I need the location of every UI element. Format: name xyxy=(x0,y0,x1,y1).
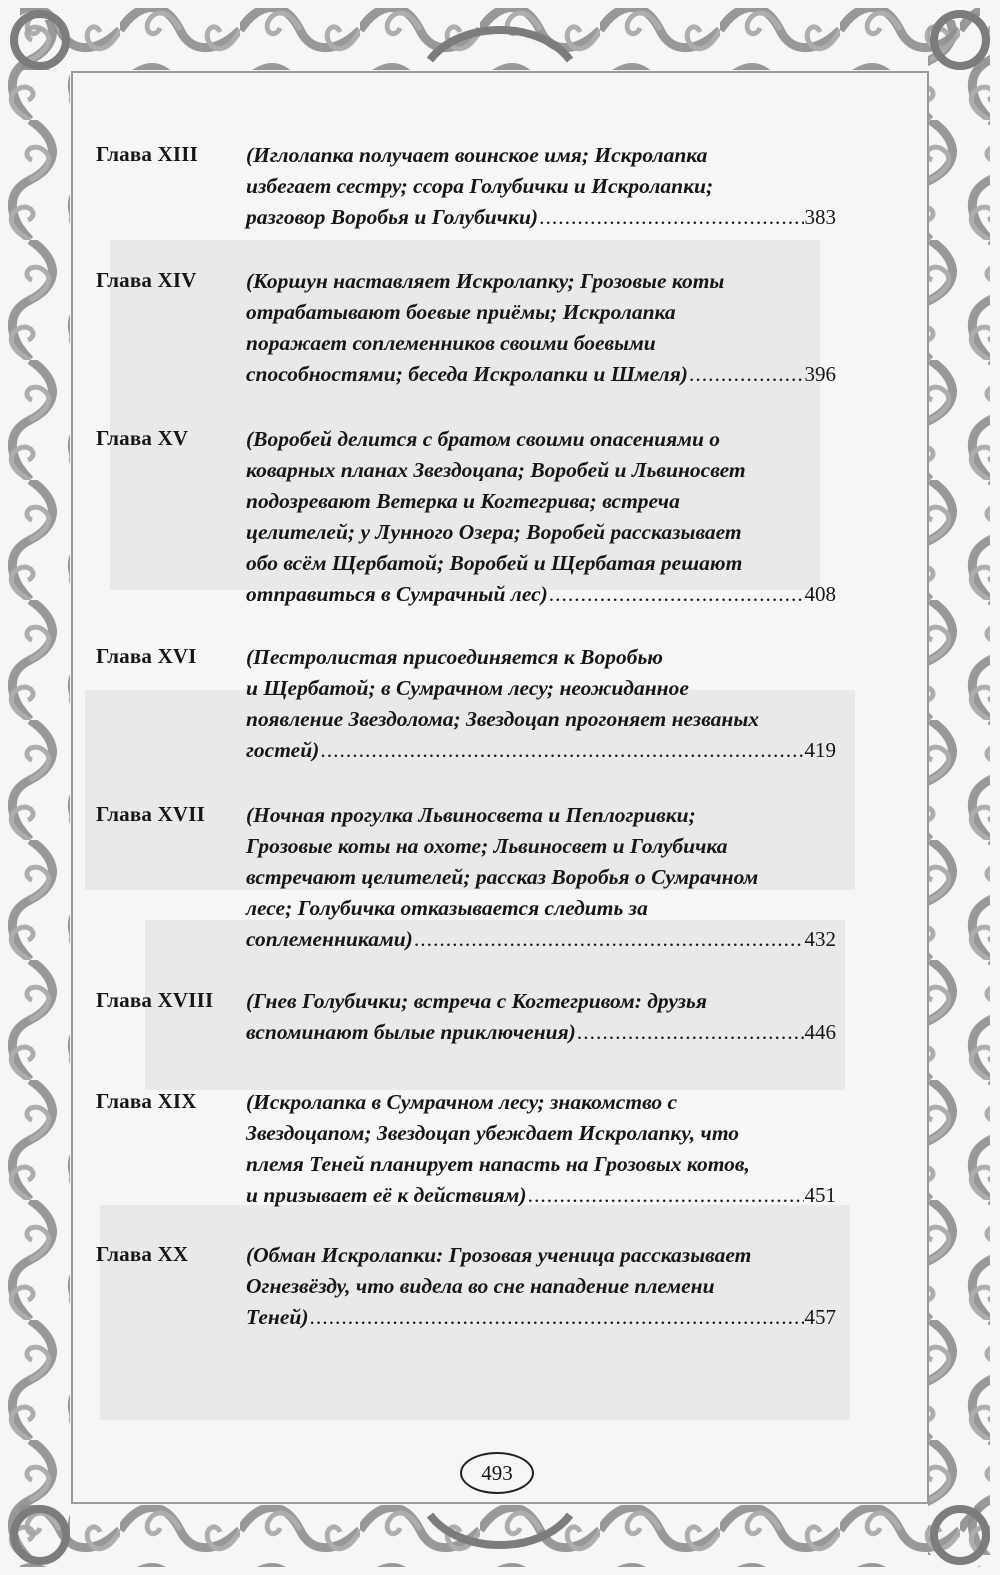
summary-line: разговор Воробья и Голубички) xyxy=(246,205,539,229)
summary-line: (Ночная прогулка Львиносвета и Пеплогривки; xyxy=(246,803,696,827)
dot-leader xyxy=(539,202,803,233)
page-reference: 383 xyxy=(804,205,836,229)
summary-line: (Гнев Голубички; встреча с Когтегривом: друзья xyxy=(246,989,707,1013)
page-reference: 446 xyxy=(804,1020,836,1044)
page-reference: 419 xyxy=(804,738,836,762)
summary-line: обо всём Щербатой; Воробей и Щербатая решают xyxy=(246,551,743,575)
summary-line: соплеменниками) xyxy=(246,927,413,951)
summary-line: отрабатывают боевые приёмы; Искролапка xyxy=(246,300,676,324)
summary-line: (Искролапка в Сумрачном лесу; знакомство с xyxy=(246,1090,678,1114)
summary-line: отправиться в Сумрачный лес) xyxy=(246,582,548,606)
dot-leader xyxy=(549,579,804,610)
summary-line: избегает сестру; ссора Голубички и Искролапки; xyxy=(246,174,714,198)
dot-leader xyxy=(414,924,804,955)
summary-line: гостей) xyxy=(246,738,320,762)
summary-line: (Пестролистая присоединяется к Воробью xyxy=(246,645,663,669)
dot-leader xyxy=(320,735,803,766)
dot-leader xyxy=(310,1302,804,1333)
chapter-label: Глава XVI xyxy=(96,644,197,668)
chapter-summary xyxy=(246,800,836,955)
summary-line: подозревают Ветерка и Когтегрива; встреча xyxy=(246,489,680,513)
chapter-label: Глава XX xyxy=(96,1242,189,1266)
page-number: 493 xyxy=(460,1452,534,1494)
chapter-label: Глава XIV xyxy=(96,268,197,292)
page-reference: 432 xyxy=(804,927,836,951)
summary-line: (Иглолапка получает воинское имя; Искролапка xyxy=(246,143,708,167)
dot-leader xyxy=(689,359,804,390)
chapter-label: Глава XV xyxy=(96,426,189,450)
summary-line: Огнезвёзду, что видела во сне нападение племени xyxy=(246,1274,715,1298)
chapter-summary xyxy=(246,642,836,766)
summary-line: племя Теней планирует напасть на Грозовых котов, xyxy=(246,1152,750,1176)
summary-line: встречают целителей; рассказ Воробья о Сумрачном xyxy=(246,865,759,889)
chapter-label: Глава XVII xyxy=(96,802,206,826)
summary-line: Грозовые коты на охоте; Львиносвет и Голубичка xyxy=(246,834,728,858)
summary-line: и Щербатой; в Сумрачном лесу; неожиданное xyxy=(246,676,689,700)
summary-line: появление Звездолома; Звездоцап прогоняет незваных xyxy=(246,707,760,731)
page-reference: 408 xyxy=(804,582,836,606)
dot-leader xyxy=(577,1017,804,1048)
summary-line: поражает соплеменников своими боевыми xyxy=(246,331,656,355)
chapter-label: Глава XIX xyxy=(96,1089,197,1113)
summary-line: Звездоцапом; Звездоцап убеждает Искролапку, что xyxy=(246,1121,740,1145)
page-reference: 396 xyxy=(804,362,836,386)
chapter-summary xyxy=(246,986,836,1048)
summary-line: и призывает её к действиям) xyxy=(246,1183,527,1207)
chapter-summary xyxy=(246,1240,836,1333)
summary-line: Теней) xyxy=(246,1305,309,1329)
chapter-summary xyxy=(246,424,836,610)
summary-line: лесе; Голубичка отказывается следить за xyxy=(246,896,648,920)
chapter-summary xyxy=(246,140,836,233)
chapter-label: Глава XIII xyxy=(96,142,199,166)
chapter-summary xyxy=(246,1087,836,1211)
summary-line: способностями; беседа Искролапки и Шмеля) xyxy=(246,362,688,386)
summary-line: (Обман Искролапки: Грозовая ученица рассказывает xyxy=(246,1243,752,1267)
chapter-label: Глава XVIII xyxy=(96,988,214,1012)
chapter-summary xyxy=(246,266,836,390)
dot-leader xyxy=(528,1180,804,1211)
summary-line: (Коршун наставляет Искролапку; Грозовые коты xyxy=(246,269,725,293)
summary-line: целителей; у Лунного Озера; Воробей рассказывает xyxy=(246,520,742,544)
summary-line: коварных планах Звездоцапа; Воробей и Львиносвет xyxy=(246,458,746,482)
page-reference: 457 xyxy=(804,1305,836,1329)
summary-line: (Воробей делится с братом своими опасениями о xyxy=(246,427,721,451)
summary-line: вспоминают былые приключения) xyxy=(246,1020,576,1044)
page-reference: 451 xyxy=(804,1183,836,1207)
